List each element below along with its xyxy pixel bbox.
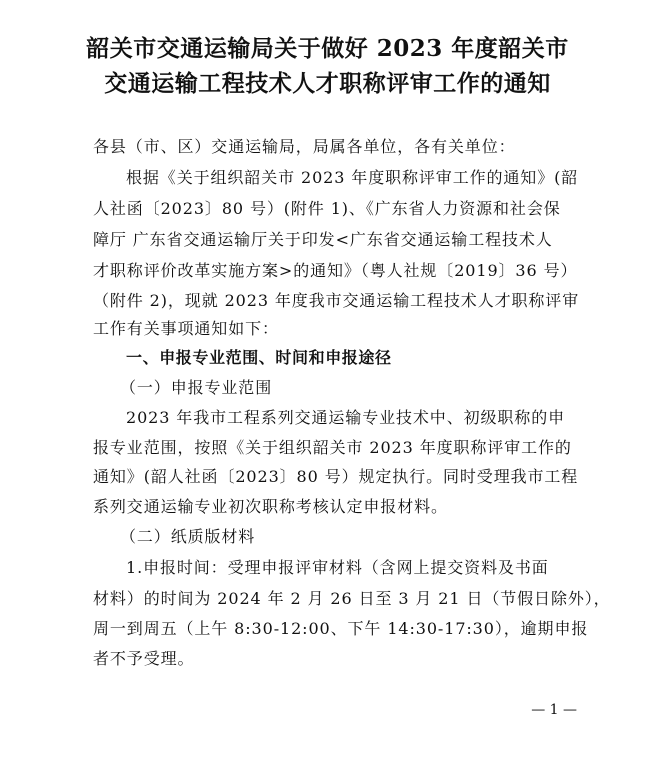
subsection-2-heading: （二）纸质版材料 <box>120 527 256 546</box>
paragraph-2-line-2: 报专业范围，按照《关于组织韶关市 2023 年度职称评审工作的 <box>93 438 572 457</box>
paragraph-1-line-1: 根据《关于组织韶关市 2023 年度职称评审工作的通知》(韶 <box>126 168 579 187</box>
paragraph-1-line-2: 人社函〔2023〕80 号）(附件 1)、《广东省人力资源和社会保 <box>93 199 561 218</box>
page-number: — 1 — <box>531 702 577 718</box>
paragraph-1-line-4: 才职称评价改革实施方案>的通知》（粤人社规〔2019〕36 号） <box>93 261 578 280</box>
paragraph-1-line-5: （附件 2)，现就 2023 年度我市交通运输工程技术人才职称评审 <box>93 291 580 310</box>
paragraph-3-line-3: 周一到周五（上午 8:30-12:00、下午 14:30-17:30），逾期申报 <box>93 619 589 638</box>
subsection-1-heading: （一）申报专业范围 <box>120 378 273 397</box>
paragraph-3-line-2: 材料）的时间为 2024 年 2 月 26 日至 3 月 21 日（节假日除外）， <box>93 589 611 608</box>
paragraph-3-line-4: 者不予受理。 <box>93 649 195 668</box>
paragraph-1-line-3: 障厅 广东省交通运输厅关于印发<广东省交通运输工程技术人 <box>93 230 553 249</box>
paragraph-2-line-3: 通知》(韶人社函〔2023〕80 号）规定执行。同时受理我市工程 <box>93 467 579 486</box>
paragraph-2-line-1: 2023 年我市工程系列交通运输专业技术中、初级职称的申 <box>126 408 566 427</box>
section-1-heading: 一、申报专业范围、时间和申报途径 <box>126 348 392 367</box>
paragraph-2-line-4: 系列交通运输专业初次职称考核认定申报材料。 <box>93 497 448 516</box>
document-title-line-2: 交通运输工程技术人才职称评审工作的通知 <box>104 70 551 97</box>
document-title-line-1: 韶关市交通运输局关于做好 2023 年度韶关市 <box>86 35 569 62</box>
salutation: 各县（市、区）交通运输局，局属各单位，各有关单位： <box>93 137 516 156</box>
paragraph-3-line-1: 1.申报时间：受理申报评审材料（含网上提交资料及书面 <box>126 558 549 577</box>
paragraph-1-line-6: 工作有关事项通知如下： <box>93 319 279 338</box>
